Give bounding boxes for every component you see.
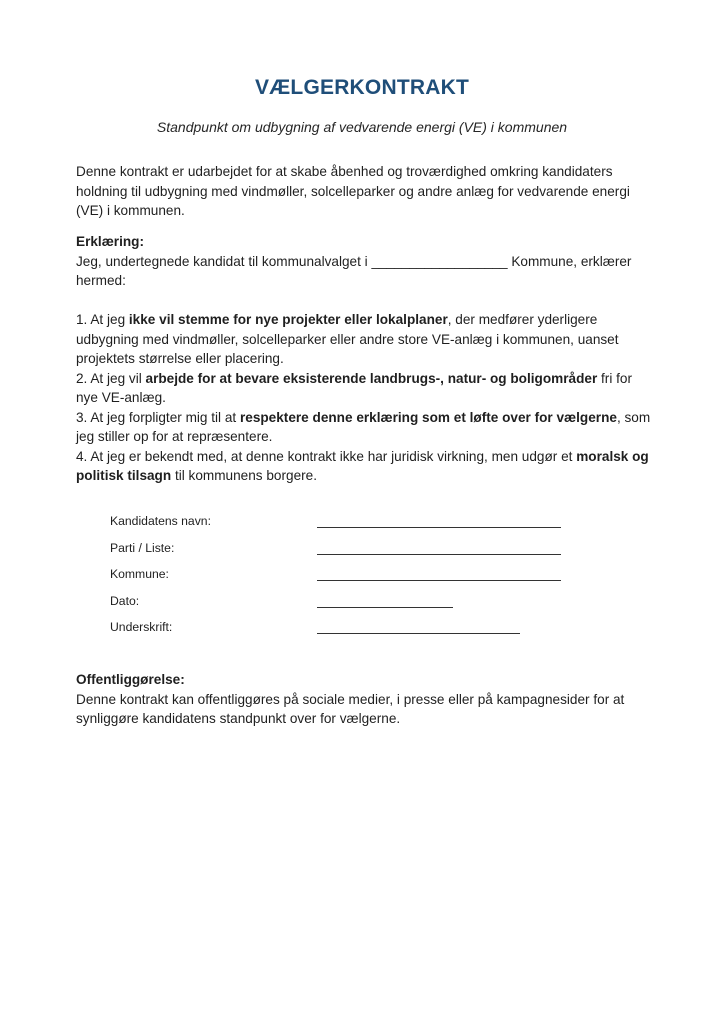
intro-paragraph xyxy=(76,162,656,221)
declaration-points xyxy=(76,310,656,486)
signature-row-date xyxy=(110,594,580,621)
document-subtitle: Standpunkt om udbygning af vedvarende energi (VE) i kommunen xyxy=(156,119,568,135)
signature-row-name xyxy=(110,514,580,541)
declaration-text: Jeg, undertegnede kandidat til kommunalvalget i __________________ Kommune, erklærer hermed: xyxy=(76,253,632,288)
signature-row-municipality xyxy=(110,567,580,594)
party-line[interactable] xyxy=(317,554,561,555)
signature-block xyxy=(110,514,580,647)
declaration-section xyxy=(76,232,656,291)
document-title: VÆLGERKONTRAKT xyxy=(255,76,469,99)
declaration-point-4 xyxy=(76,447,656,486)
declaration-point-3 xyxy=(76,408,656,447)
point-prefix: 1. At jeg xyxy=(76,312,129,327)
point-suffix: , der medfører yderligere udbygning med vindmøller, solcelleparker eller andre store VE-anlæg i kommunen, uanset projektets størrelse eller placering. xyxy=(76,312,619,366)
signature-label: Dato: xyxy=(110,593,140,608)
signature-label: Parti / Liste: xyxy=(110,540,175,555)
publication-heading: Offentliggørelse: xyxy=(76,672,185,687)
point-bold: arbejde for at bevare eksisterende landbrugs-, natur- og boligområder xyxy=(145,370,598,386)
name-line[interactable] xyxy=(317,527,561,528)
publication-section xyxy=(76,670,656,729)
declaration-point-2 xyxy=(76,369,656,408)
signature-line[interactable] xyxy=(317,633,520,634)
point-suffix: , som jeg stiller op for at repræsentere. xyxy=(76,409,651,444)
signature-row-party xyxy=(110,541,580,568)
intro-text: Denne kontrakt er udarbejdet for at skabe åbenhed og troværdighed omkring kandidaters holdning til udbygning med vindmøller, solcelleparker og andre anlæg for vedvarende energi (VE) i kommunen. xyxy=(76,164,630,218)
signature-label: Underskrift: xyxy=(110,620,173,635)
municipality-line[interactable] xyxy=(317,580,561,581)
point-prefix: 2. At jeg vil xyxy=(76,370,146,386)
signature-label: Kandidatens navn: xyxy=(110,514,211,528)
point-suffix: fri for nye VE-anlæg. xyxy=(76,370,632,405)
point-prefix: 3. At jeg forpligter mig til at xyxy=(76,409,240,425)
point-bold: moralsk og politisk tilsagn xyxy=(76,448,649,483)
declaration-point-1 xyxy=(76,310,656,369)
point-bold: ikke vil stemme for nye projekter eller lokalplaner xyxy=(128,312,448,327)
publication-text: Denne kontrakt kan offentliggøres på sociale medier, i presse eller på kampagnesider for at synliggøre kandidatens standpunkt over for vælgerne. xyxy=(76,691,625,726)
declaration-heading: Erklæring: xyxy=(76,234,144,249)
point-prefix: 4. At jeg er bekendt med, at denne kontrakt ikke har juridisk virkning, men udgør et xyxy=(76,448,577,464)
signature-row-signature xyxy=(110,620,580,647)
date-line[interactable] xyxy=(317,607,453,608)
point-suffix: til kommunens borgere. xyxy=(171,468,317,483)
signature-label: Kommune: xyxy=(110,567,169,582)
point-bold: respektere denne erklæring som et løfte over for vælgerne xyxy=(239,409,617,425)
